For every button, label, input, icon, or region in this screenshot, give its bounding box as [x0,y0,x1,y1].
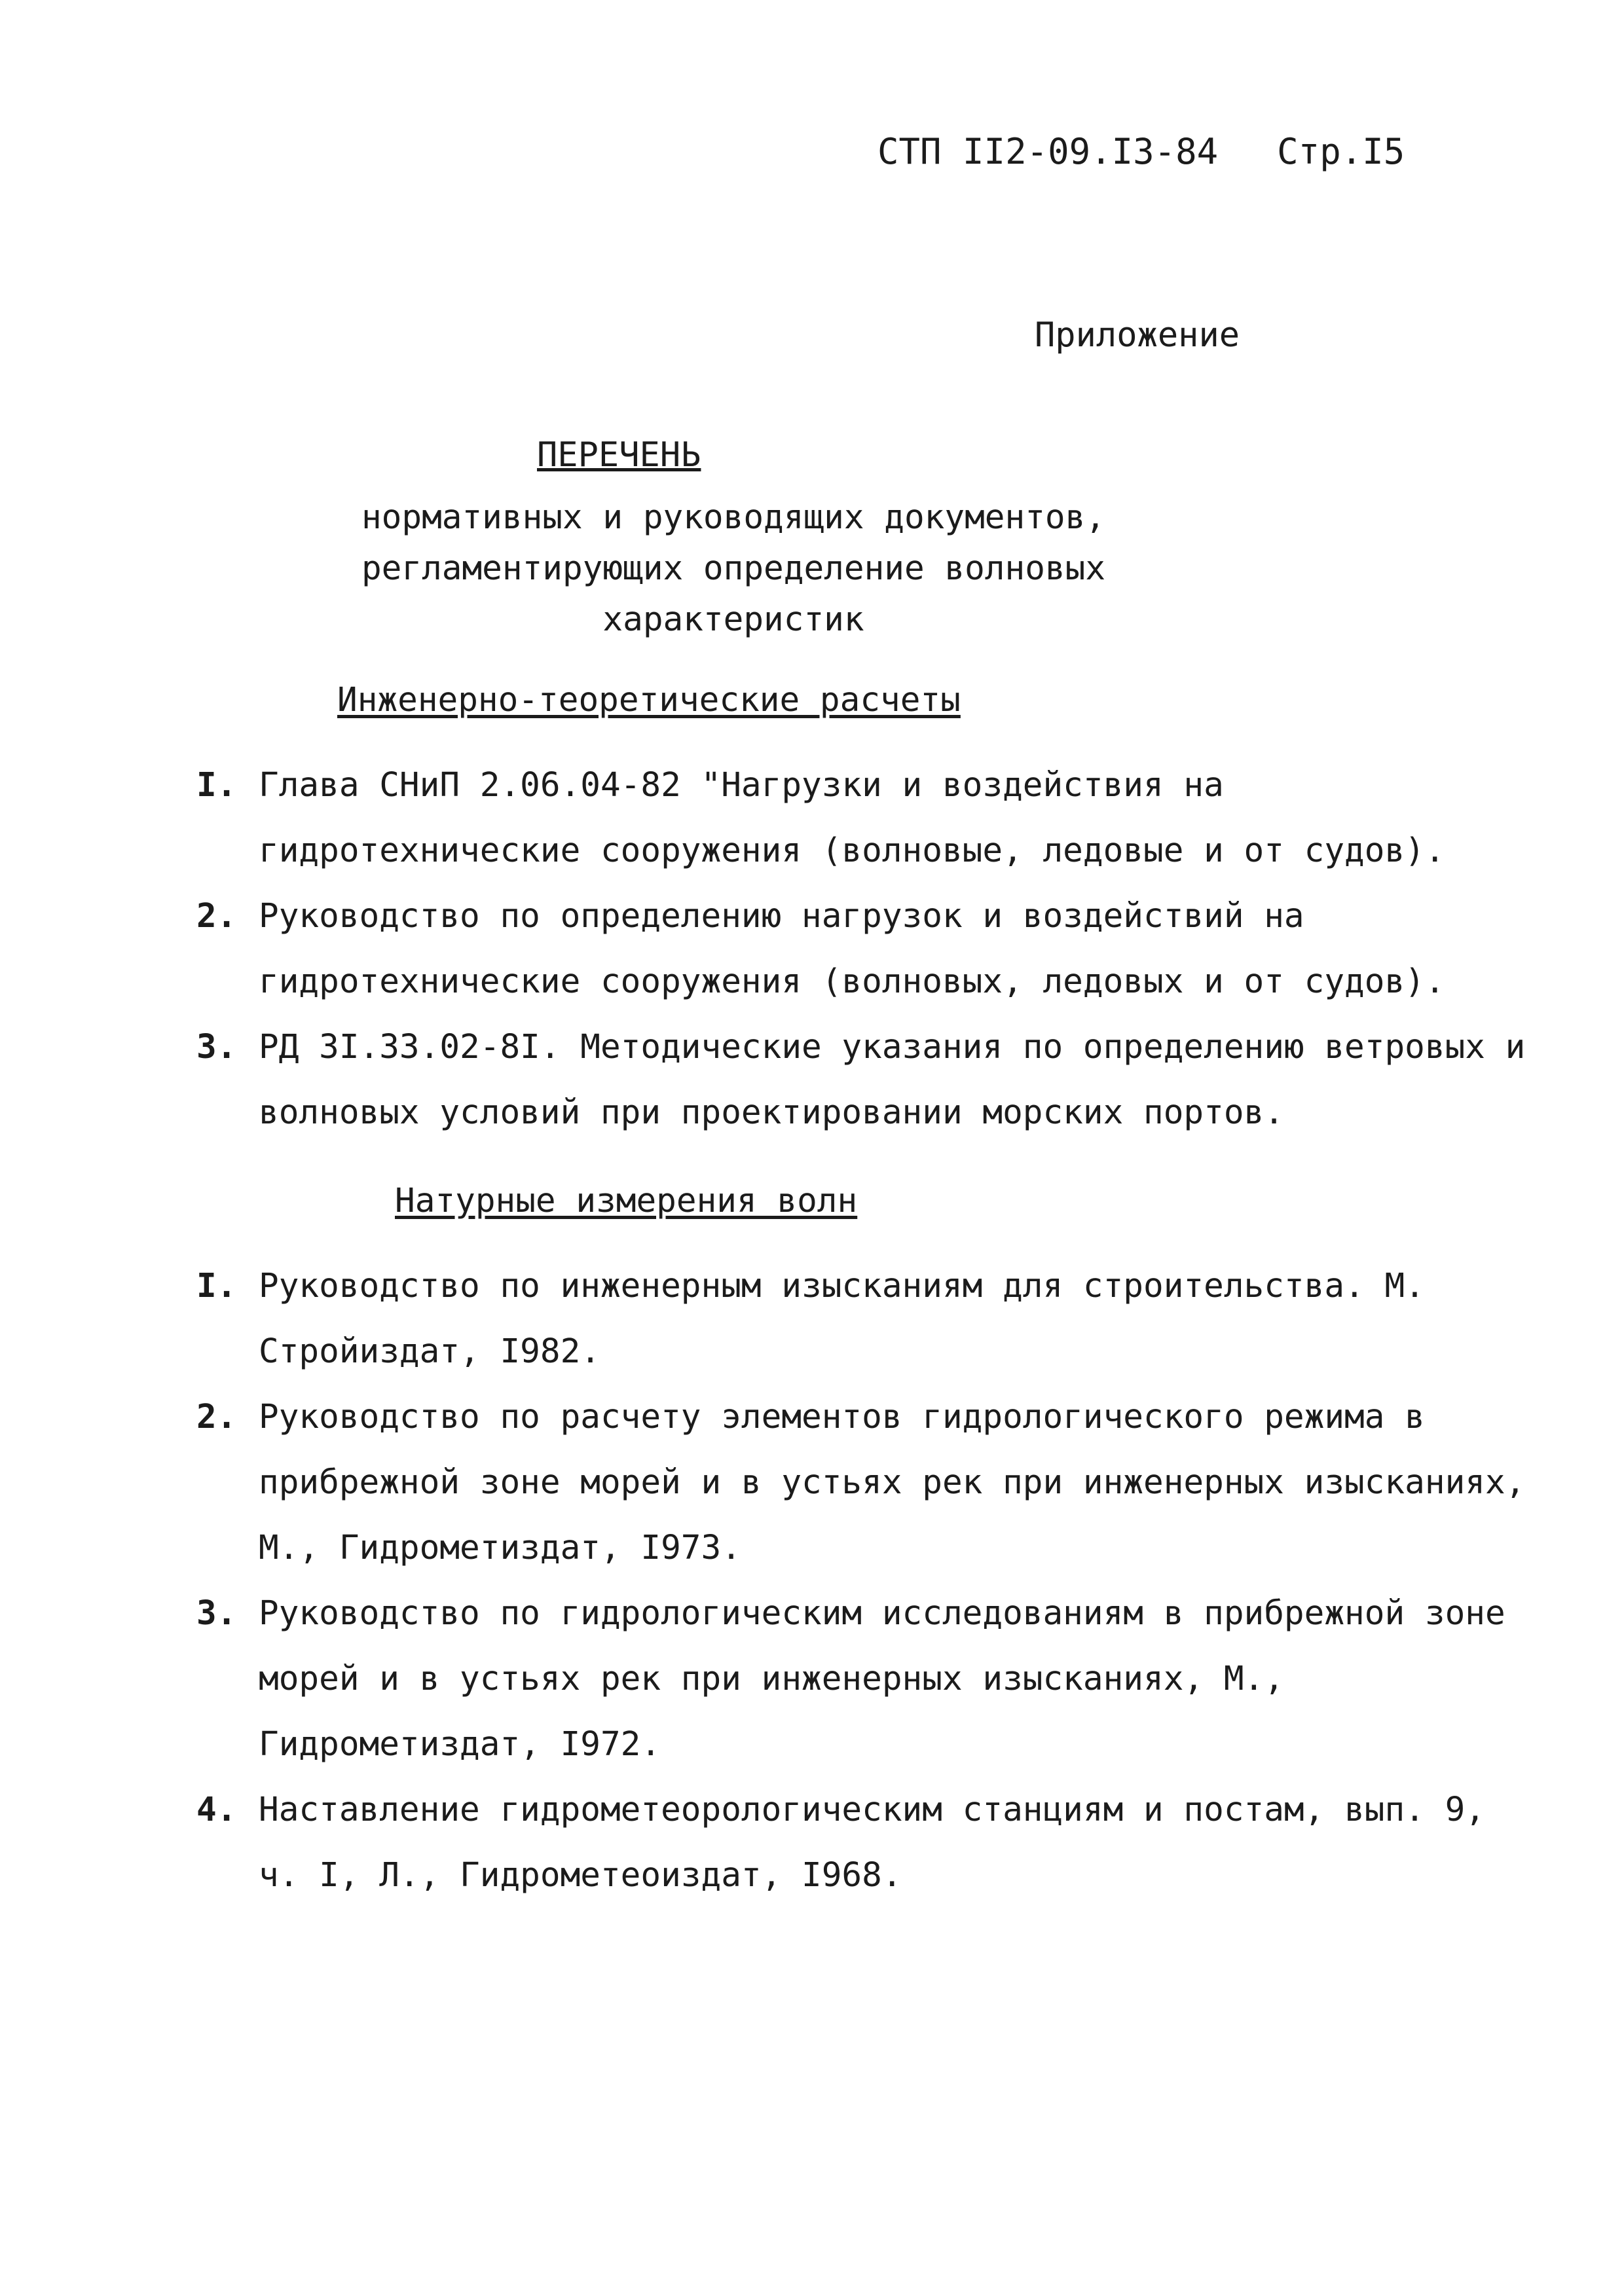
item-number: I. [196,766,237,805]
field-measurements-list [196,1254,1526,1908]
doc-code: СТП II2-09.I3-84 [877,131,1219,172]
item-number: 2. [196,1398,237,1436]
section-heading-field-measurements: Натурные измерения волн [395,1182,858,1220]
list-item [196,884,1526,1015]
item-text: Руководство по расчету элементов гидрологического режима в прибрежной зоне морей и в устьях рек при инженерных изысканиях, М., Гидрометиздат, I973. [259,1398,1526,1567]
item-number: I. [196,1267,237,1305]
page-header [877,131,1405,172]
list-item [196,1385,1526,1581]
page-number: Стр.I5 [1277,131,1405,172]
item-text: Руководство по гидрологическим исследованиям в прибрежной зоне морей и в устьях рек при инженерных изысканиях, М., Гидрометиздат, I972. [259,1594,1505,1764]
list-item [196,1254,1526,1385]
item-text: РД 3I.33.02-8I. Методические указания по определению ветровых и волновых условий при проектировании морских портов. [259,1028,1526,1132]
list-item [196,753,1526,884]
list-item [196,1777,1526,1908]
item-number: 4. [196,1791,237,1829]
document-subtitle: нормативных и руководящих документов, регламентирующих определение волновых характеристик [361,498,1106,639]
document-title: ПЕРЕЧЕНЬ [537,435,701,475]
item-text: Наставление гидрометеорологическим станциям и постам, вып. 9, ч. I, Л., Гидрометеоиздат, I968. [259,1791,1485,1895]
item-text: Руководство по определению нагрузок и воздействий на гидротехнические сооружения (волновых, ледовых и от судов). [259,897,1445,1001]
appendix-label: Приложение [1035,316,1240,355]
engineering-list [196,753,1526,1146]
item-text: Руководство по инженерным изысканиям для строительства. М. Стройиздат, I982. [259,1267,1425,1371]
section-heading-engineering: Инженерно-теоретические расчеты [337,681,961,720]
list-item [196,1581,1526,1777]
item-number: 3. [196,1028,237,1066]
list-item [196,1015,1526,1146]
item-number: 3. [196,1594,237,1633]
item-text: Глава СНиП 2.06.04-82 "Нагрузки и воздействия на гидротехнические сооружения (волновые, ледовые и от судов). [259,766,1445,870]
item-number: 2. [196,897,237,936]
